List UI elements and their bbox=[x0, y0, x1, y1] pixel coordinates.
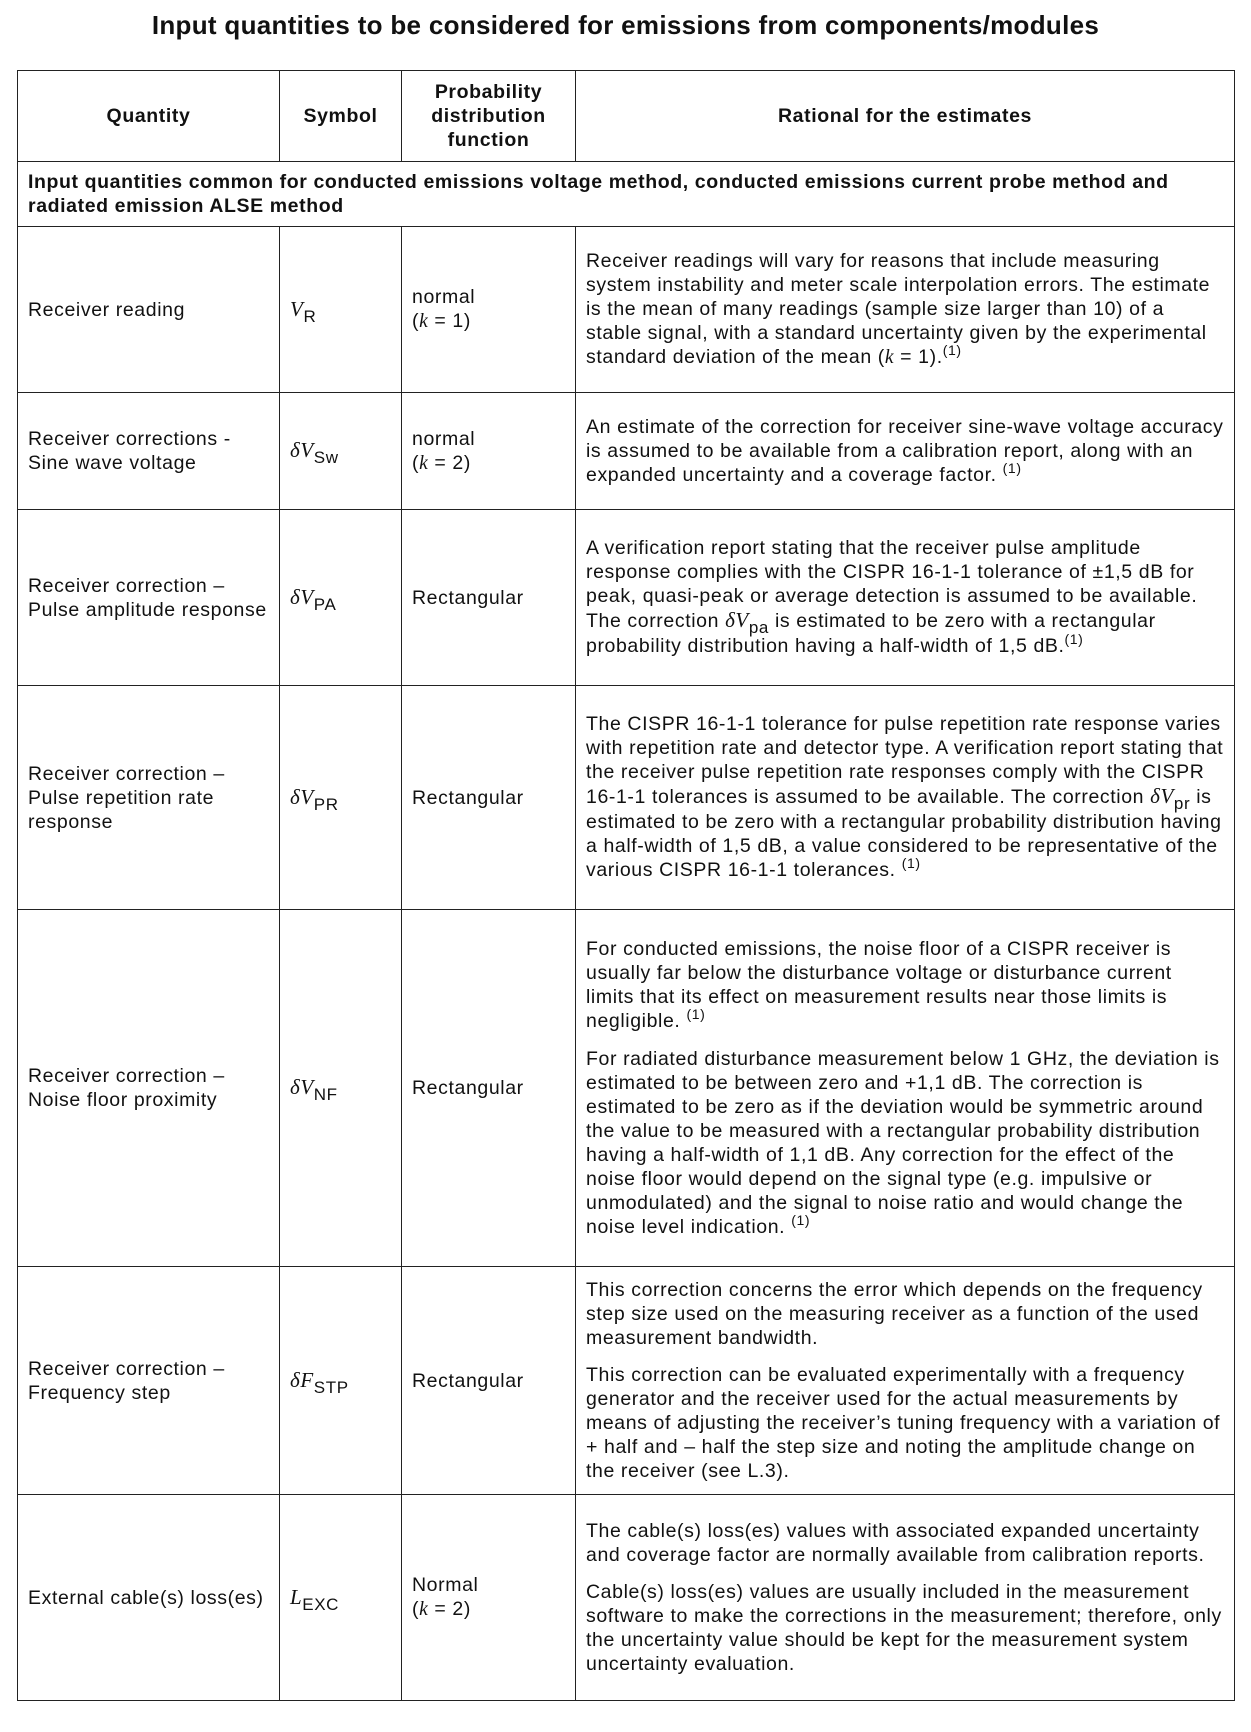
rationale-text-post: = 1). bbox=[894, 346, 943, 368]
rationale-paragraph bbox=[586, 712, 1224, 883]
inline-symbol-sub: pr bbox=[1173, 794, 1191, 813]
table-row bbox=[18, 510, 1235, 686]
symbol-sub: PR bbox=[313, 794, 339, 814]
header-row bbox=[18, 71, 1235, 162]
rationale-paragraph bbox=[586, 249, 1224, 370]
rationale-text: An estimate of the correction for receiver sine-wave voltage accuracy is assumed to be available from a calibration report, along with an expanded uncertainty and a coverage factor. bbox=[586, 415, 1224, 486]
quantity-cell: Receiver reading bbox=[18, 227, 280, 393]
header-rationale: Rational for the estimates bbox=[576, 71, 1235, 162]
inline-symbol: δV bbox=[725, 608, 749, 632]
inline-symbol-sub: pa bbox=[748, 618, 769, 637]
rationale-cell bbox=[576, 686, 1235, 910]
rationale-text: For conducted emissions, the noise floor of a CISPR receiver is usually far below the disturbance voltage or disturbance current limits that its effect on measurement results near those limits is negligible. bbox=[586, 937, 1172, 1032]
table-row bbox=[18, 227, 1235, 393]
symbol-sub: PA bbox=[313, 594, 337, 614]
rationale-paragraph bbox=[586, 937, 1224, 1034]
pdf-k-var: k bbox=[419, 452, 429, 474]
footnote-ref: (1) bbox=[1064, 631, 1084, 647]
table-row bbox=[18, 1495, 1235, 1701]
pdf-k-val: = 2) bbox=[428, 1598, 471, 1620]
pdf-k-var: k bbox=[419, 1599, 429, 1620]
rationale-text-post: is estimated to be zero with a rectangular probability distribution having a half-width of 1,5 dB. bbox=[586, 610, 1156, 657]
pdf-cell: normal (k = 2) bbox=[402, 393, 576, 510]
rationale-text: A verification report stating that the receiver pulse amplitude response complies with the CISPR 16-1-1 tolerance of ±1,5 dB for peak, quasi-peak or average detection is assumed to be available. The correction bbox=[586, 537, 1198, 632]
symbol-sub: Sw bbox=[313, 448, 339, 467]
pdf-k-val: = 1) bbox=[428, 310, 471, 332]
table-row bbox=[18, 1267, 1235, 1495]
rationale-var: k bbox=[884, 347, 895, 368]
footnote-ref: (1) bbox=[1002, 459, 1022, 476]
symbol-sub: NF bbox=[313, 1085, 338, 1104]
header-symbol: Symbol bbox=[280, 71, 402, 162]
footnote-ref: (1) bbox=[686, 1005, 706, 1022]
symbol-main: δV bbox=[290, 784, 314, 809]
symbol-main: δV bbox=[290, 1075, 314, 1099]
pdf-cell: Rectangular bbox=[402, 1267, 576, 1495]
pdf-cell: normal (k = 1) bbox=[402, 227, 576, 393]
symbol-cell bbox=[280, 686, 402, 910]
symbol-main: δV bbox=[290, 584, 314, 609]
quantity-cell: Receiver correction – Frequency step bbox=[18, 1267, 280, 1495]
rationale-paragraph: This correction concerns the error which depends on the frequency step size used on the measuring receiver as a function of the used measurement bandwidth. bbox=[586, 1279, 1203, 1349]
quantity-cell: Receiver correction – Pulse repetition rate response bbox=[18, 686, 280, 910]
rationale-cell bbox=[576, 1267, 1235, 1495]
rationale-paragraph bbox=[586, 536, 1224, 659]
footnote-ref: (1) bbox=[791, 1211, 811, 1228]
symbol-sub: EXC bbox=[302, 1594, 340, 1614]
page-title: Input quantities to be considered for emissions from components/modules bbox=[151, 10, 1100, 40]
header-pdf: Probability distribution function bbox=[402, 71, 576, 162]
symbol-cell bbox=[280, 393, 402, 510]
pdf-k-val: = 2) bbox=[428, 451, 471, 474]
symbol-cell bbox=[280, 510, 402, 686]
quantity-cell: Receiver corrections - Sine wave voltage bbox=[18, 393, 280, 510]
symbol-cell bbox=[280, 227, 402, 393]
rationale-text: Receiver readings will vary for reasons that include measuring system instability and meter scale interpolation errors. The estimate is the mean of many readings (sample size larger than 10) of a stable signal, with a standard uncertainty given by the experimental standard deviation of the mean ( bbox=[586, 250, 1211, 368]
pdf-label: Normal bbox=[412, 1574, 479, 1596]
pdf-k-var: k bbox=[419, 311, 429, 332]
quantity-cell: Receiver correction – Noise floor proximity bbox=[18, 910, 280, 1267]
symbol-sub: R bbox=[303, 306, 317, 326]
rationale-text: For radiated disturbance measurement below 1 GHz, the deviation is estimated to be between zero and +1,1 dB. The correction is estimated to be zero as if the deviation would be symmetric around the value to be measured with a rectangular probability distribution having a half-width of 1,1 dB. Any correction for the effect of the noise floor would depend on the signal type (e.g. impulsive or unmodulated) and the signal to noise ratio and would change the noise level indication. bbox=[586, 1047, 1220, 1238]
footnote-ref: (1) bbox=[942, 342, 962, 358]
rationale-text: The CISPR 16-1-1 tolerance for pulse repetition rate response varies with repetition rate and detector type. A verification report stating that the receiver pulse repetition rate responses comply with the CISPR 16-1-1 tolerances is assumed to be available. The correction bbox=[586, 713, 1224, 808]
symbol-cell bbox=[280, 910, 402, 1267]
rationale-paragraph: Cable(s) loss(es) values are usually included in the measurement software to make the corrections in the measurement; therefore, only the uncertainty value should be kept for the measurement system uncertainty evaluation. bbox=[586, 1581, 1222, 1675]
rationale-cell bbox=[576, 510, 1235, 686]
table-row bbox=[18, 393, 1235, 510]
section-label: Input quantities common for conducted emissions voltage method, conducted emissions current probe method and radiated emission ALSE method bbox=[18, 162, 1235, 227]
footnote-ref: (1) bbox=[901, 855, 921, 871]
table-row bbox=[18, 686, 1235, 910]
inline-symbol: δV bbox=[1150, 784, 1174, 808]
pdf-label: normal bbox=[412, 286, 476, 308]
symbol-main: L bbox=[290, 1584, 303, 1609]
rationale-cell bbox=[576, 227, 1235, 393]
uncertainty-table bbox=[17, 70, 1235, 1701]
pdf-label: normal bbox=[412, 427, 476, 450]
rationale-paragraph bbox=[586, 415, 1224, 488]
rationale-text-post: is estimated to be zero with a rectangular probability distribution having a half-width of 1,5 dB, a value considered to be representative of the various CISPR 16-1-1 tolerances. bbox=[586, 786, 1222, 881]
header-quantity: Quantity bbox=[18, 71, 280, 162]
pdf-cell: Rectangular bbox=[402, 510, 576, 686]
rationale-paragraph: This correction can be evaluated experimentally with a frequency generator and the receiver used for the actual measurements by means of adjusting the receiver’s tuning frequency with a variation of + half and – half the step size and noting the amplitude change on the receiver (see L.3). bbox=[586, 1364, 1221, 1482]
quantity-cell: External cable(s) loss(es) bbox=[18, 1495, 280, 1701]
rationale-cell bbox=[576, 1495, 1235, 1701]
symbol-cell bbox=[280, 1495, 402, 1701]
symbol-cell bbox=[280, 1267, 402, 1495]
symbol-main: δF bbox=[290, 1367, 314, 1392]
rationale-cell bbox=[576, 393, 1235, 510]
symbol-main: V bbox=[290, 296, 304, 321]
pdf-cell: Rectangular bbox=[402, 910, 576, 1267]
pdf-cell: Normal (k = 2) bbox=[402, 1495, 576, 1701]
section-row bbox=[18, 162, 1235, 227]
symbol-main: δV bbox=[290, 438, 314, 462]
rationale-cell bbox=[576, 910, 1235, 1267]
pdf-cell: Rectangular bbox=[402, 686, 576, 910]
symbol-sub: STP bbox=[313, 1377, 349, 1397]
quantity-cell: Receiver correction – Pulse amplitude response bbox=[18, 510, 280, 686]
table-row bbox=[18, 910, 1235, 1267]
rationale-paragraph bbox=[586, 1047, 1224, 1240]
rationale-paragraph: The cable(s) loss(es) values with associated expanded uncertainty and coverage factor are normally available from calibration reports. bbox=[586, 1520, 1205, 1566]
